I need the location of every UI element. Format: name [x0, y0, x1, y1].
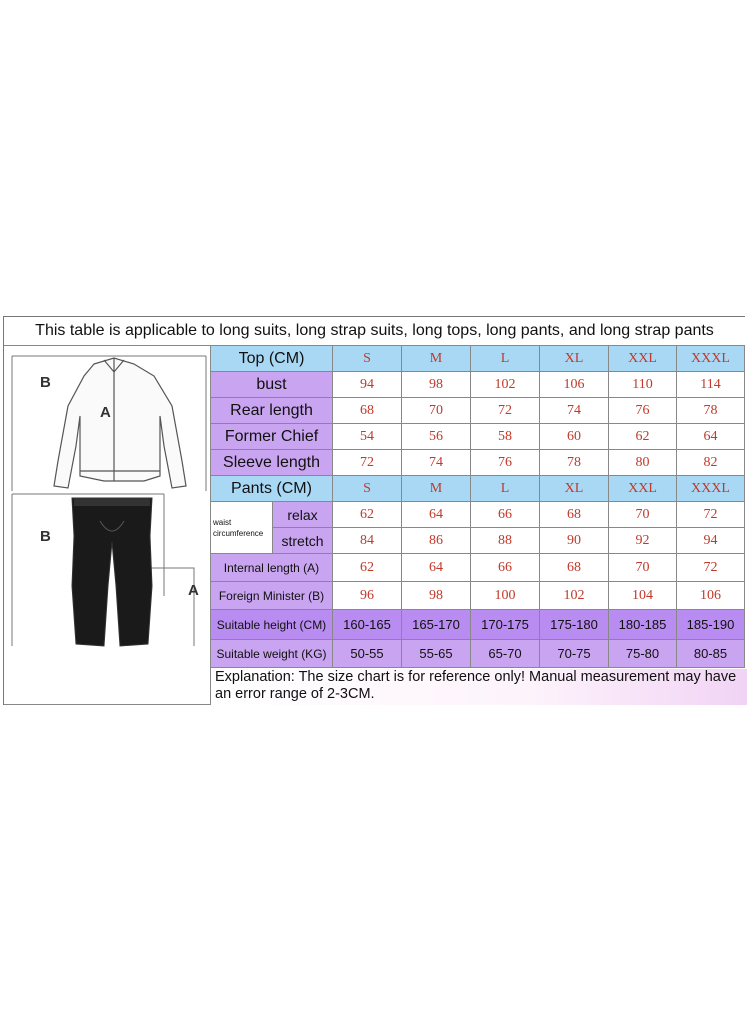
row-label: Rear length: [211, 398, 333, 424]
cell-value: 62: [333, 502, 402, 528]
cell-value: 98: [402, 372, 471, 398]
cell-value: 76: [609, 398, 677, 424]
cell-value: 106: [677, 582, 745, 610]
cell-value: 72: [471, 398, 540, 424]
size-l: L: [471, 346, 540, 372]
cell-value: 70-75: [540, 640, 609, 668]
cell-value: 72: [677, 554, 745, 582]
row-label: Sleeve length: [211, 450, 333, 476]
garment-illustration: [4, 346, 210, 704]
cell-value: 185-190: [677, 610, 745, 640]
size-m: M: [402, 476, 471, 502]
cell-value: 74: [540, 398, 609, 424]
cell-value: 55-65: [402, 640, 471, 668]
cell-value: 62: [333, 554, 402, 582]
cell-value: 96: [333, 582, 402, 610]
cell-value: 78: [677, 398, 745, 424]
row-label: Former Chief: [211, 424, 333, 450]
cell-value: 82: [677, 450, 745, 476]
cell-value: 72: [677, 502, 745, 528]
cell-value: 102: [540, 582, 609, 610]
cell-value: 54: [333, 424, 402, 450]
cell-value: 180-185: [609, 610, 677, 640]
jacket-drawing: [54, 358, 186, 488]
row-label: bust: [211, 372, 333, 398]
cell-value: 75-80: [609, 640, 677, 668]
cell-value: 84: [333, 528, 402, 554]
cell-value: 68: [540, 554, 609, 582]
cell-value: 80-85: [677, 640, 745, 668]
cell-value: 60: [540, 424, 609, 450]
label-a-top: A: [100, 404, 111, 421]
cell-value: 64: [677, 424, 745, 450]
cell-value: 64: [402, 502, 471, 528]
size-xl: XL: [540, 476, 609, 502]
cell-value: 86: [402, 528, 471, 554]
size-s: S: [333, 346, 402, 372]
cell-value: 64: [402, 554, 471, 582]
cell-value: 76: [471, 450, 540, 476]
cell-value: 62: [609, 424, 677, 450]
cell-value: 100: [471, 582, 540, 610]
cell-value: 50-55: [333, 640, 402, 668]
cell-value: 98: [402, 582, 471, 610]
row-label: relax: [273, 502, 333, 528]
size-xxxl: XXXL: [677, 346, 745, 372]
cell-value: 68: [540, 502, 609, 528]
size-m: M: [402, 346, 471, 372]
cell-value: 175-180: [540, 610, 609, 640]
cell-value: 56: [402, 424, 471, 450]
size-xl: XL: [540, 346, 609, 372]
cell-value: 58: [471, 424, 540, 450]
cell-value: 70: [402, 398, 471, 424]
size-chart: [3, 316, 745, 705]
cell-value: 80: [609, 450, 677, 476]
cell-value: 94: [677, 528, 745, 554]
cell-value: 160-165: [333, 610, 402, 640]
cell-value: 70: [609, 502, 677, 528]
top-header-label: Top (CM): [211, 346, 333, 372]
pants-drawing: [72, 498, 152, 646]
row-label: stretch: [273, 528, 333, 554]
cell-value: 72: [333, 450, 402, 476]
label-a-bottom: A: [188, 582, 199, 599]
size-s: S: [333, 476, 402, 502]
cell-value: 88: [471, 528, 540, 554]
cell-value: 102: [471, 372, 540, 398]
cell-value: 66: [471, 554, 540, 582]
cell-value: 104: [609, 582, 677, 610]
garment-figure: [4, 346, 211, 705]
size-l: L: [471, 476, 540, 502]
size-xxxl: XXXL: [677, 476, 745, 502]
cell-value: 90: [540, 528, 609, 554]
row-label: Suitable weight (KG): [211, 640, 333, 668]
size-xxl: XXL: [609, 346, 677, 372]
cell-value: 110: [609, 372, 677, 398]
label-b-top: B: [40, 374, 51, 391]
cell-value: 66: [471, 502, 540, 528]
cell-value: 170-175: [471, 610, 540, 640]
cell-value: 106: [540, 372, 609, 398]
cell-value: 78: [540, 450, 609, 476]
label-b-bottom: B: [40, 528, 51, 545]
row-label: Internal length (A): [211, 554, 333, 582]
cell-value: 165-170: [402, 610, 471, 640]
row-label: Suitable height (CM): [211, 610, 333, 640]
cell-value: 94: [333, 372, 402, 398]
cell-value: 92: [609, 528, 677, 554]
cell-value: 74: [402, 450, 471, 476]
cell-value: 70: [609, 554, 677, 582]
cell-value: 65-70: [471, 640, 540, 668]
waist-group-label: [211, 502, 273, 554]
circumference-label: circumference: [213, 529, 264, 538]
chart-title: This table is applicable to long suits, long strap suits, long tops, long pants, and long strap pants: [4, 317, 745, 346]
explanation-note: Explanation: The size chart is for reference only! Manual measurement may have an error range of 2-3CM.: [211, 669, 747, 705]
size-xxl: XXL: [609, 476, 677, 502]
cell-value: 68: [333, 398, 402, 424]
pants-header-label: Pants (CM): [211, 476, 333, 502]
waist-label: waist: [213, 518, 232, 527]
cell-value: 114: [677, 372, 745, 398]
row-label: Foreign Minister (B): [211, 582, 333, 610]
